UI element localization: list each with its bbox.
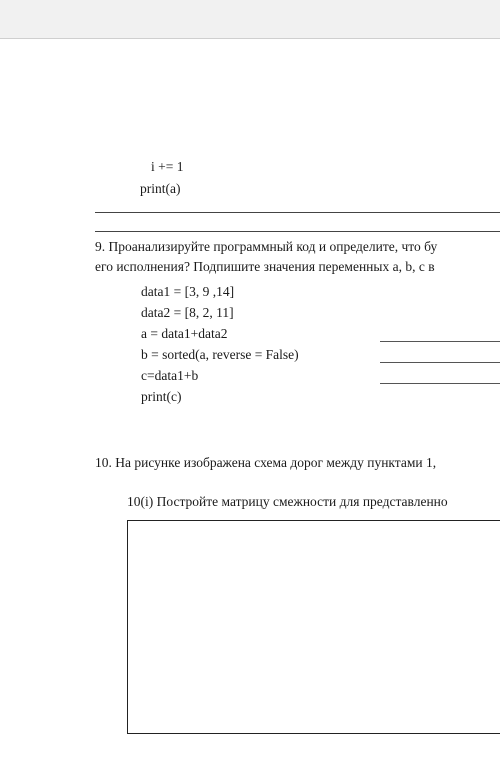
task9-question-line-1: 9. Проанализируйте программный код и определите, что бу [95,239,438,254]
code-line-print: print(a) [140,181,181,196]
task9-code-line: data2 = [8, 2, 11] [141,305,234,320]
task10-subquestion-i: 10(i) Постройте матрицу смежности для представленно [127,494,448,509]
task9-code-line: data1 = [3, 9 ,14] [141,284,235,299]
task9-code-line: c=data1+b [141,368,199,383]
answer-field-b[interactable] [380,362,500,363]
answer-line-2 [95,231,500,232]
answer-field-c[interactable] [380,383,500,384]
viewer-top-bar [0,0,500,39]
task9-code-line: print(c) [141,389,182,404]
answer-line-1 [95,212,500,213]
task9-code-line: b = sorted(a, reverse = False) [141,347,299,362]
task9-question-line-2: его исполнения? Подпишите значения переменных a, b, c в [95,259,435,274]
task9-code-line: a = data1+data2 [141,326,228,341]
adjacency-matrix-answer-box[interactable] [127,520,500,734]
answer-field-a[interactable] [380,341,500,342]
code-line-increment: i += 1 [151,159,184,174]
task10-question-line: 10. На рисунке изображена схема дорог между пунктами 1, [95,455,437,470]
